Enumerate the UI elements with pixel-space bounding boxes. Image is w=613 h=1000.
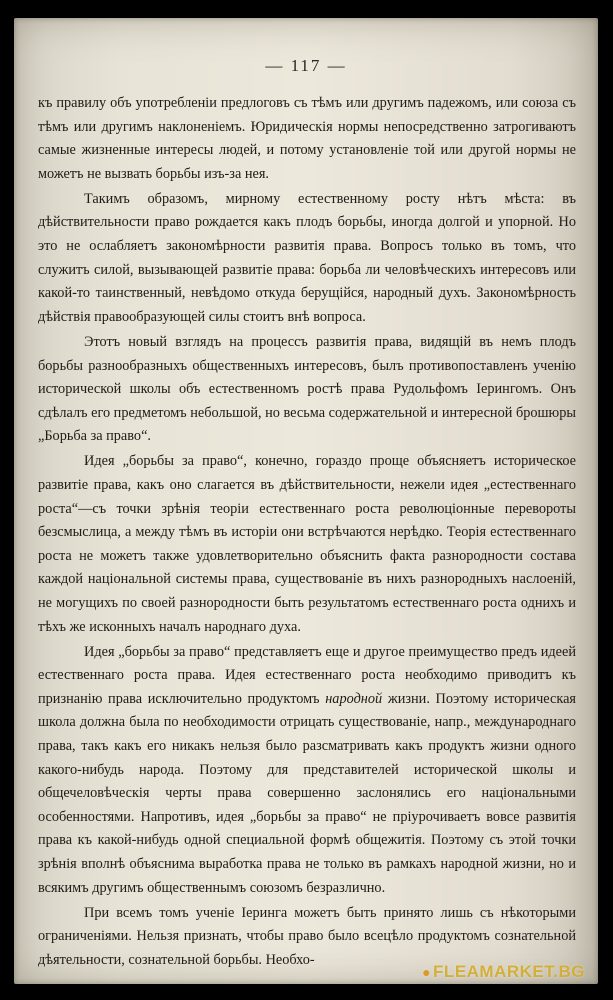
paragraph-5-italic-word: народной [325,690,383,707]
paragraph-4: Идея „борьбы за право“, конечно, гораздо проще объясняетъ историческое развитіе права, какъ оно слагается въ дѣйствительности, нежели идея „естественнаго роста“—съ точки зрѣнія теоріи естественнаго роста революціонные перевороты безсмыслица, а между тѣмъ въ исторіи они встрѣчаются нерѣдко. Теорія естественнаго роста не можетъ также удовлетворительно объяснить факта разнородности состава каждой національной системы права, существованіе въ нихъ разнородныхъ наслоеній, не могущихъ по своей разнородности быть результатомъ естественнаго роста однихъ и тѣхъ же исконныхъ началъ народнаго духа. [38,453,576,635]
paragraph-2: Такимъ образомъ, мирному естественному росту нѣтъ мѣста: въ дѣйствительности право рождается какъ плодъ борьбы, иногда долгой и упорной. Но это не ослабляетъ закономѣрности развитія права. Вопросъ только въ томъ, что служитъ силой, вызывающей развитіе права: борьба ли человѣческихъ интересовъ или какой-то таинственный, невѣдомо откуда берущійся, народный духъ. Закономѣрность дѣйствія правообразующей силы стоитъ внѣ вопроса. [38,190,576,325]
page-body-text [38,92,576,974]
page-number: — 117 — [265,56,347,75]
watermark-dot-icon: ● [422,964,432,980]
book-page [14,18,598,984]
watermark-text: FLEAMARKET.BG [433,962,585,981]
watermark [422,962,585,982]
paragraph-5-part-2: жизни. Поэтому историческая школа должна была по необходимости отрицать существованіе, напр., международнаго права, такъ какъ его никакъ нельзя было разсматривать какъ продуктъ жизни одного какого-нибудь народа. Поэтому для представителей исторической школы и общечеловѣческія черты права совершенно заслонялись его національными особенностями. Напротивъ, идея „борьбы за право“ не пріурочиваетъ вовсе развитія права къ какой-нибудь одной специальной формѣ общежитія. Поэтому съ этой точки зрѣнія вполнѣ объяснима выработка права не только въ рамкахъ народной жизни, но и всякимъ другимъ общественнымъ союзомъ безразлично. [38,690,576,896]
paragraph-3: Этотъ новый взглядъ на процессъ развитія права, видящій въ немъ плодъ борьбы разнообразныхъ общественныхъ интересовъ, былъ противопоставленъ ученію исторической школы объ естественномъ ростѣ права Рудольфомъ Іерингомъ. Онъ сдѣлалъ его предметомъ небольшой, но весьма содержательной и интересной брошюры „Борьба за право“. [38,333,576,445]
paragraph-6: При всемъ томъ ученіе Іеринга можетъ быть принято лишь съ нѣкоторыми ограниченіями. Нельзя признать, чтобы право было всецѣло продуктомъ сознательной дѣятельности, сознательной борьбы. Необхо- [38,904,576,968]
paragraph-1: къ правилу объ употребленіи предлоговъ съ тѣмъ или другимъ падежомъ, или союза съ тѣмъ или другимъ наклоненіемъ. Юридическія нормы непосредственно затрогиваютъ самые жизненные интересы людей, и потому установленіе той или другой нормы не можетъ не вызвать борьбы изъ-за нея. [38,95,576,182]
paragraph-5 [38,641,576,901]
paragraph-5-part-1: Идея „борьбы за право“ представляетъ еще и другое преимущество предъ идеей естественнаго роста права. Идея естественнаго роста необходимо приводитъ къ признанію права исключительно продуктомъ [38,643,576,707]
